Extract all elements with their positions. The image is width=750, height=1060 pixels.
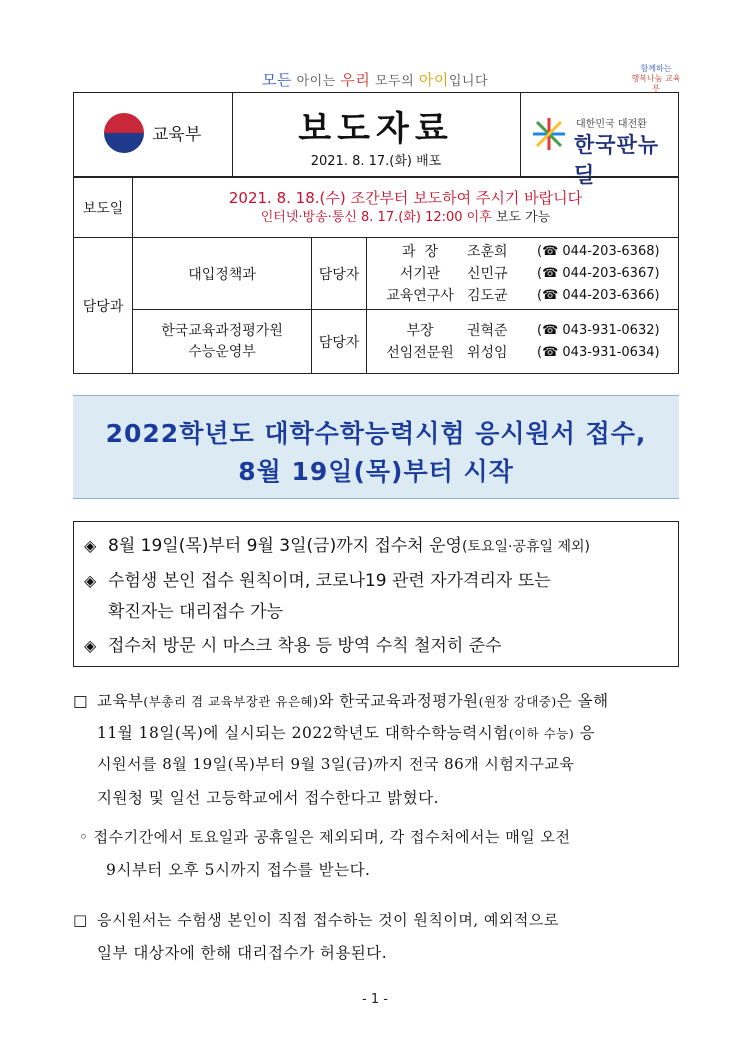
corner-logo-line: 행복나눔 교육부 <box>631 74 681 93</box>
contact-label: 담당자 <box>312 310 367 374</box>
body-text: 은 올해 <box>556 692 609 710</box>
contact-list <box>367 238 679 310</box>
contact-phone: (☎ 043-931-0632) <box>537 322 660 338</box>
new-deal-star-icon <box>530 115 568 153</box>
summary-text: 접수처 방문 시 마스크 착용 등 방역 수칙 철저히 준수 <box>108 636 502 656</box>
summary-text: 수험생 본인 접수 원칙이며, 코로나19 관련 자가격리자 또는 <box>108 571 551 591</box>
department-name-text: 수능운영부 <box>188 343 256 360</box>
summary-text: 확진자는 대리접수 가능 <box>108 602 284 622</box>
contact-phone: (☎ 044-203-6366) <box>537 287 660 303</box>
slogan-word: 모두의 <box>370 74 419 89</box>
summary-box <box>73 521 679 667</box>
contact-row <box>373 263 678 285</box>
department-name-text: 대입정책과 <box>188 266 256 283</box>
body-text: (이하 수능) <box>508 726 575 741</box>
contact-name: 위성임 <box>467 344 508 361</box>
release-label: 보도일 <box>74 178 133 238</box>
corner-logo <box>628 64 684 92</box>
body-paragraph-line: 일부 대상자에 한해 대리접수가 허용된다. <box>97 944 388 962</box>
ministry-name: 교육부 <box>152 125 202 145</box>
body-text: (부총리 겸 교육부장관 유은혜) <box>143 694 319 709</box>
distribution-date: 2021. 8. 17.(화) 배포 <box>310 154 442 169</box>
contact-row <box>373 285 678 307</box>
page-number: - 1 - <box>362 992 388 1007</box>
diamond-bullet-icon: ◈ <box>84 636 97 655</box>
body-paragraph-line: 시원서를 8월 19일(목)부터 9월 3일(금)까지 전국 86개 시험지구교육 <box>97 755 575 773</box>
press-title-cell <box>232 93 521 176</box>
taeguk-emblem-icon <box>104 113 144 153</box>
contact-label: 담당자 <box>312 238 367 310</box>
contact-list <box>367 310 679 374</box>
contact-phone: (☎ 043-931-0634) <box>537 344 660 360</box>
body-text: 와 한국교육과정평가원 <box>318 692 479 710</box>
release-line: 2021. 8. 18.(수) 조간부터 보도하여 주시기 바랍니다 <box>228 189 583 207</box>
contact-phone: (☎ 044-203-6367) <box>537 265 660 281</box>
headline-line: 8월 19일(목)부터 시작 <box>238 457 514 486</box>
contact-title: 부장 <box>406 322 434 339</box>
slogan-word: 우리 <box>340 71 371 89</box>
summary-text: 8월 19일(목)부터 9월 3일(금)까지 접수처 운영 <box>108 536 462 556</box>
contact-row <box>373 241 678 263</box>
corner-logo-line: 함께하는 <box>640 64 672 73</box>
press-header <box>73 92 679 187</box>
slogan-word: 아이는 <box>291 74 341 89</box>
square-bullet-icon: □ <box>73 692 89 710</box>
body-paragraph-line <box>97 721 595 743</box>
contact-name: 신민규 <box>467 265 508 282</box>
slogan-word: 모든 <box>261 71 292 89</box>
contact-name: 권혁준 <box>467 322 508 339</box>
body-paragraph-line: 지원청 및 일선 고등학교에서 접수한다고 밝혔다. <box>97 789 440 807</box>
headline-banner <box>73 395 679 499</box>
diamond-bullet-icon: ◈ <box>84 571 97 590</box>
body-text: 11월 18일(목)에 실시되는 2022학년도 대학수학능력시험 <box>97 724 509 742</box>
contact-title: 서기관 <box>399 265 441 282</box>
summary-item <box>84 631 502 656</box>
press-title: 보도자료 <box>298 109 454 149</box>
contact-name: 김도균 <box>467 287 508 304</box>
contact-table <box>73 177 679 374</box>
ministry-logo-cell <box>74 93 233 176</box>
body-paragraph-line: 9시부터 오후 5시까지 접수를 받는다. <box>106 861 371 879</box>
contact-title: 선임전문원 <box>386 344 454 361</box>
new-deal-subtitle: 대한민국 대전환 <box>576 119 647 130</box>
body-paragraph-line <box>73 909 559 930</box>
release-online-note: 보도 가능 <box>491 210 551 225</box>
contact-phone: (☎ 044-203-6368) <box>537 243 660 259</box>
slogan-word: 입니다 <box>448 74 489 89</box>
summary-item <box>84 531 590 556</box>
body-paragraph-line <box>73 689 609 711</box>
contact-row <box>373 320 678 342</box>
department-name <box>133 238 312 310</box>
contact-name: 조훈희 <box>467 243 508 260</box>
department-name <box>133 310 312 374</box>
release-info <box>133 178 679 238</box>
diamond-bullet-icon: ◈ <box>84 536 97 555</box>
department-label: 담당과 <box>74 238 133 374</box>
body-paragraph-line: ◦ 접수기간에서 토요일과 공휴일은 제외되며, 각 접수처에서는 매일 오전 <box>79 828 571 846</box>
new-deal-title: 한국판뉴딜 <box>574 133 660 187</box>
square-bullet-icon: □ <box>73 911 88 929</box>
release-online-time: 인터넷·방송·통신 8. 17.(화) 12:00 이후 <box>260 210 492 225</box>
body-text: (원장 강대중) <box>478 694 557 709</box>
headline-line: 2022학년도 대학수학능력시험 응시원서 접수, <box>105 419 647 448</box>
new-deal-logo-cell <box>520 93 678 187</box>
summary-note: (토요일·공휴일 제외) <box>461 539 590 555</box>
body-text: 교육부 <box>97 692 144 710</box>
contact-title: 과 장 <box>402 243 438 260</box>
department-name-text: 한국교육과정평가원 <box>161 322 283 339</box>
summary-item <box>84 566 551 591</box>
slogan-word: 아이 <box>418 71 449 89</box>
contact-row <box>373 342 678 364</box>
release-line <box>133 208 678 227</box>
body-text: 응 <box>574 724 596 742</box>
contact-title: 교육연구사 <box>386 287 454 304</box>
body-text: 응시원서는 수험생 본인이 직접 접수하는 것이 원칙이며, 예외적으로 <box>97 911 559 929</box>
